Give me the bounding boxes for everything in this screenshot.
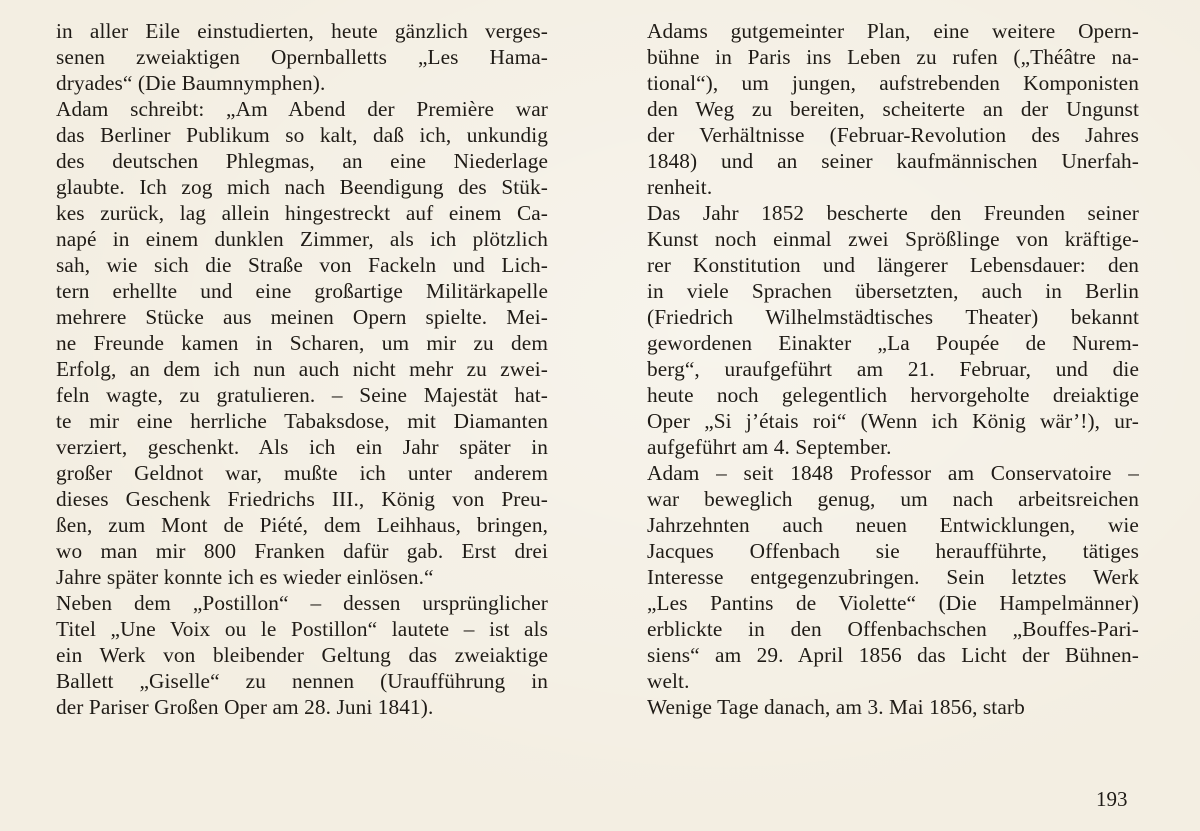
text-line: Neben dem „Postillon“ – dessen ursprünglicher <box>56 591 548 615</box>
text-line: großer Geldnot war, mußte ich unter anderem <box>56 461 548 485</box>
right-text-column <box>647 18 1139 720</box>
text-line: den Weg zu bereiten, scheiterte an der Ungunst <box>647 97 1139 121</box>
left-text-column <box>56 18 548 720</box>
text-line: Adams gutgemeinter Plan, eine weitere Opern- <box>647 19 1139 43</box>
text-line: (Friedrich Wilhelmstädtisches Theater) bekannt <box>647 305 1139 329</box>
text-line: Interesse entgegenzubringen. Sein letztes Werk <box>647 565 1139 589</box>
text-line: napé in einem dunklen Zimmer, als ich plötzlich <box>56 227 548 251</box>
page-number: 193 <box>1096 787 1128 811</box>
text-line: dryades“ (Die Baumnymphen). <box>56 71 326 95</box>
text-line: wo man mir 800 Franken dafür gab. Erst drei <box>56 539 548 563</box>
text-line: der Verhältnisse (Februar-Revolution des Jahres <box>647 123 1139 147</box>
text-line: verziert, geschenkt. Als ich ein Jahr später in <box>56 435 548 459</box>
text-line: Wenige Tage danach, am 3. Mai 1856, starb <box>647 695 1025 719</box>
text-line: Jacques Offenbach sie heraufführte, tätiges <box>647 539 1139 563</box>
text-line: aufgeführt am 4. September. <box>647 435 892 459</box>
text-line: rer Konstitution und längerer Lebensdauer: den <box>647 253 1139 277</box>
text-line: glaubte. Ich zog mich nach Beendigung des Stük- <box>56 175 548 199</box>
text-line: bühne in Paris ins Leben zu rufen („Théâtre na- <box>647 45 1139 69</box>
text-line: ein Werk von bleibender Geltung das zweiaktige <box>56 643 548 667</box>
text-line: dieses Geschenk Friedrichs III., König von Preu- <box>56 487 548 511</box>
text-line: feln wagte, zu gratulieren. – Seine Majestät hat- <box>56 383 548 407</box>
text-line: war beweglich genug, um nach arbeitsreichen <box>647 487 1139 511</box>
text-line: senen zweiaktigen Opernballetts „Les Hama- <box>56 45 548 69</box>
text-line: kes zurück, lag allein hingestreckt auf einem Ca- <box>56 201 548 225</box>
text-line: heute noch gelegentlich hervorgeholte dreiaktige <box>647 383 1139 407</box>
text-line: „Les Pantins de Violette“ (Die Hampelmänner) <box>647 591 1139 615</box>
text-line: 1848) und an seiner kaufmännischen Unerfah- <box>647 149 1139 173</box>
text-line: Jahrzehnten auch neuen Entwicklungen, wie <box>647 513 1139 537</box>
text-line: Kunst noch einmal zwei Sprößlinge von kräftige- <box>647 227 1139 251</box>
text-line: welt. <box>647 669 690 693</box>
text-line: Jahre später konnte ich es wieder einlösen.“ <box>56 565 434 589</box>
text-line: Das Jahr 1852 bescherte den Freunden seiner <box>647 201 1139 225</box>
text-line: tern erhellte und eine großartige Militärkapelle <box>56 279 548 303</box>
text-line: Adam – seit 1848 Professor am Conservatoire – <box>647 461 1139 485</box>
text-line: Adam schreibt: „Am Abend der Première war <box>56 97 548 121</box>
text-line: Oper „Si j’étais roi“ (Wenn ich König wär’!), ur- <box>647 409 1139 433</box>
text-line: der Pariser Großen Oper am 28. Juni 1841). <box>56 695 434 719</box>
text-line: renheit. <box>647 175 713 199</box>
text-line: tional“), um jungen, aufstrebenden Komponisten <box>647 71 1139 95</box>
text-line: berg“, uraufgeführt am 21. Februar, und die <box>647 357 1139 381</box>
text-line: ne Freunde kamen in Scharen, um mir zu dem <box>56 331 548 355</box>
text-line: ßen, zum Mont de Piété, dem Leihhaus, bringen, <box>56 513 548 537</box>
text-line: in aller Eile einstudierten, heute gänzlich verges- <box>56 19 548 43</box>
text-line: te mir eine herrliche Tabaksdose, mit Diamanten <box>56 409 548 433</box>
text-line: gewordenen Einakter „La Poupée de Nurem- <box>647 331 1139 355</box>
text-line: siens“ am 29. April 1856 das Licht der Bühnen- <box>647 643 1139 667</box>
text-line: Titel „Une Voix ou le Postillon“ lautete – ist als <box>56 617 548 641</box>
text-line: das Berliner Publikum so kalt, daß ich, unkundig <box>56 123 548 147</box>
text-line: sah, wie sich die Straße von Fackeln und Lich- <box>56 253 548 277</box>
text-line: des deutschen Phlegmas, an eine Niederlage <box>56 149 548 173</box>
text-line: Ballett „Giselle“ zu nennen (Uraufführung in <box>56 669 548 693</box>
text-line: mehrere Stücke aus meinen Opern spielte. Mei- <box>56 305 548 329</box>
text-line: erblickte in den Offenbachschen „Bouffes-Pari- <box>647 617 1139 641</box>
text-line: Erfolg, an dem ich nun auch nicht mehr zu zwei- <box>56 357 548 381</box>
text-line: in viele Sprachen übersetzten, auch in Berlin <box>647 279 1139 303</box>
